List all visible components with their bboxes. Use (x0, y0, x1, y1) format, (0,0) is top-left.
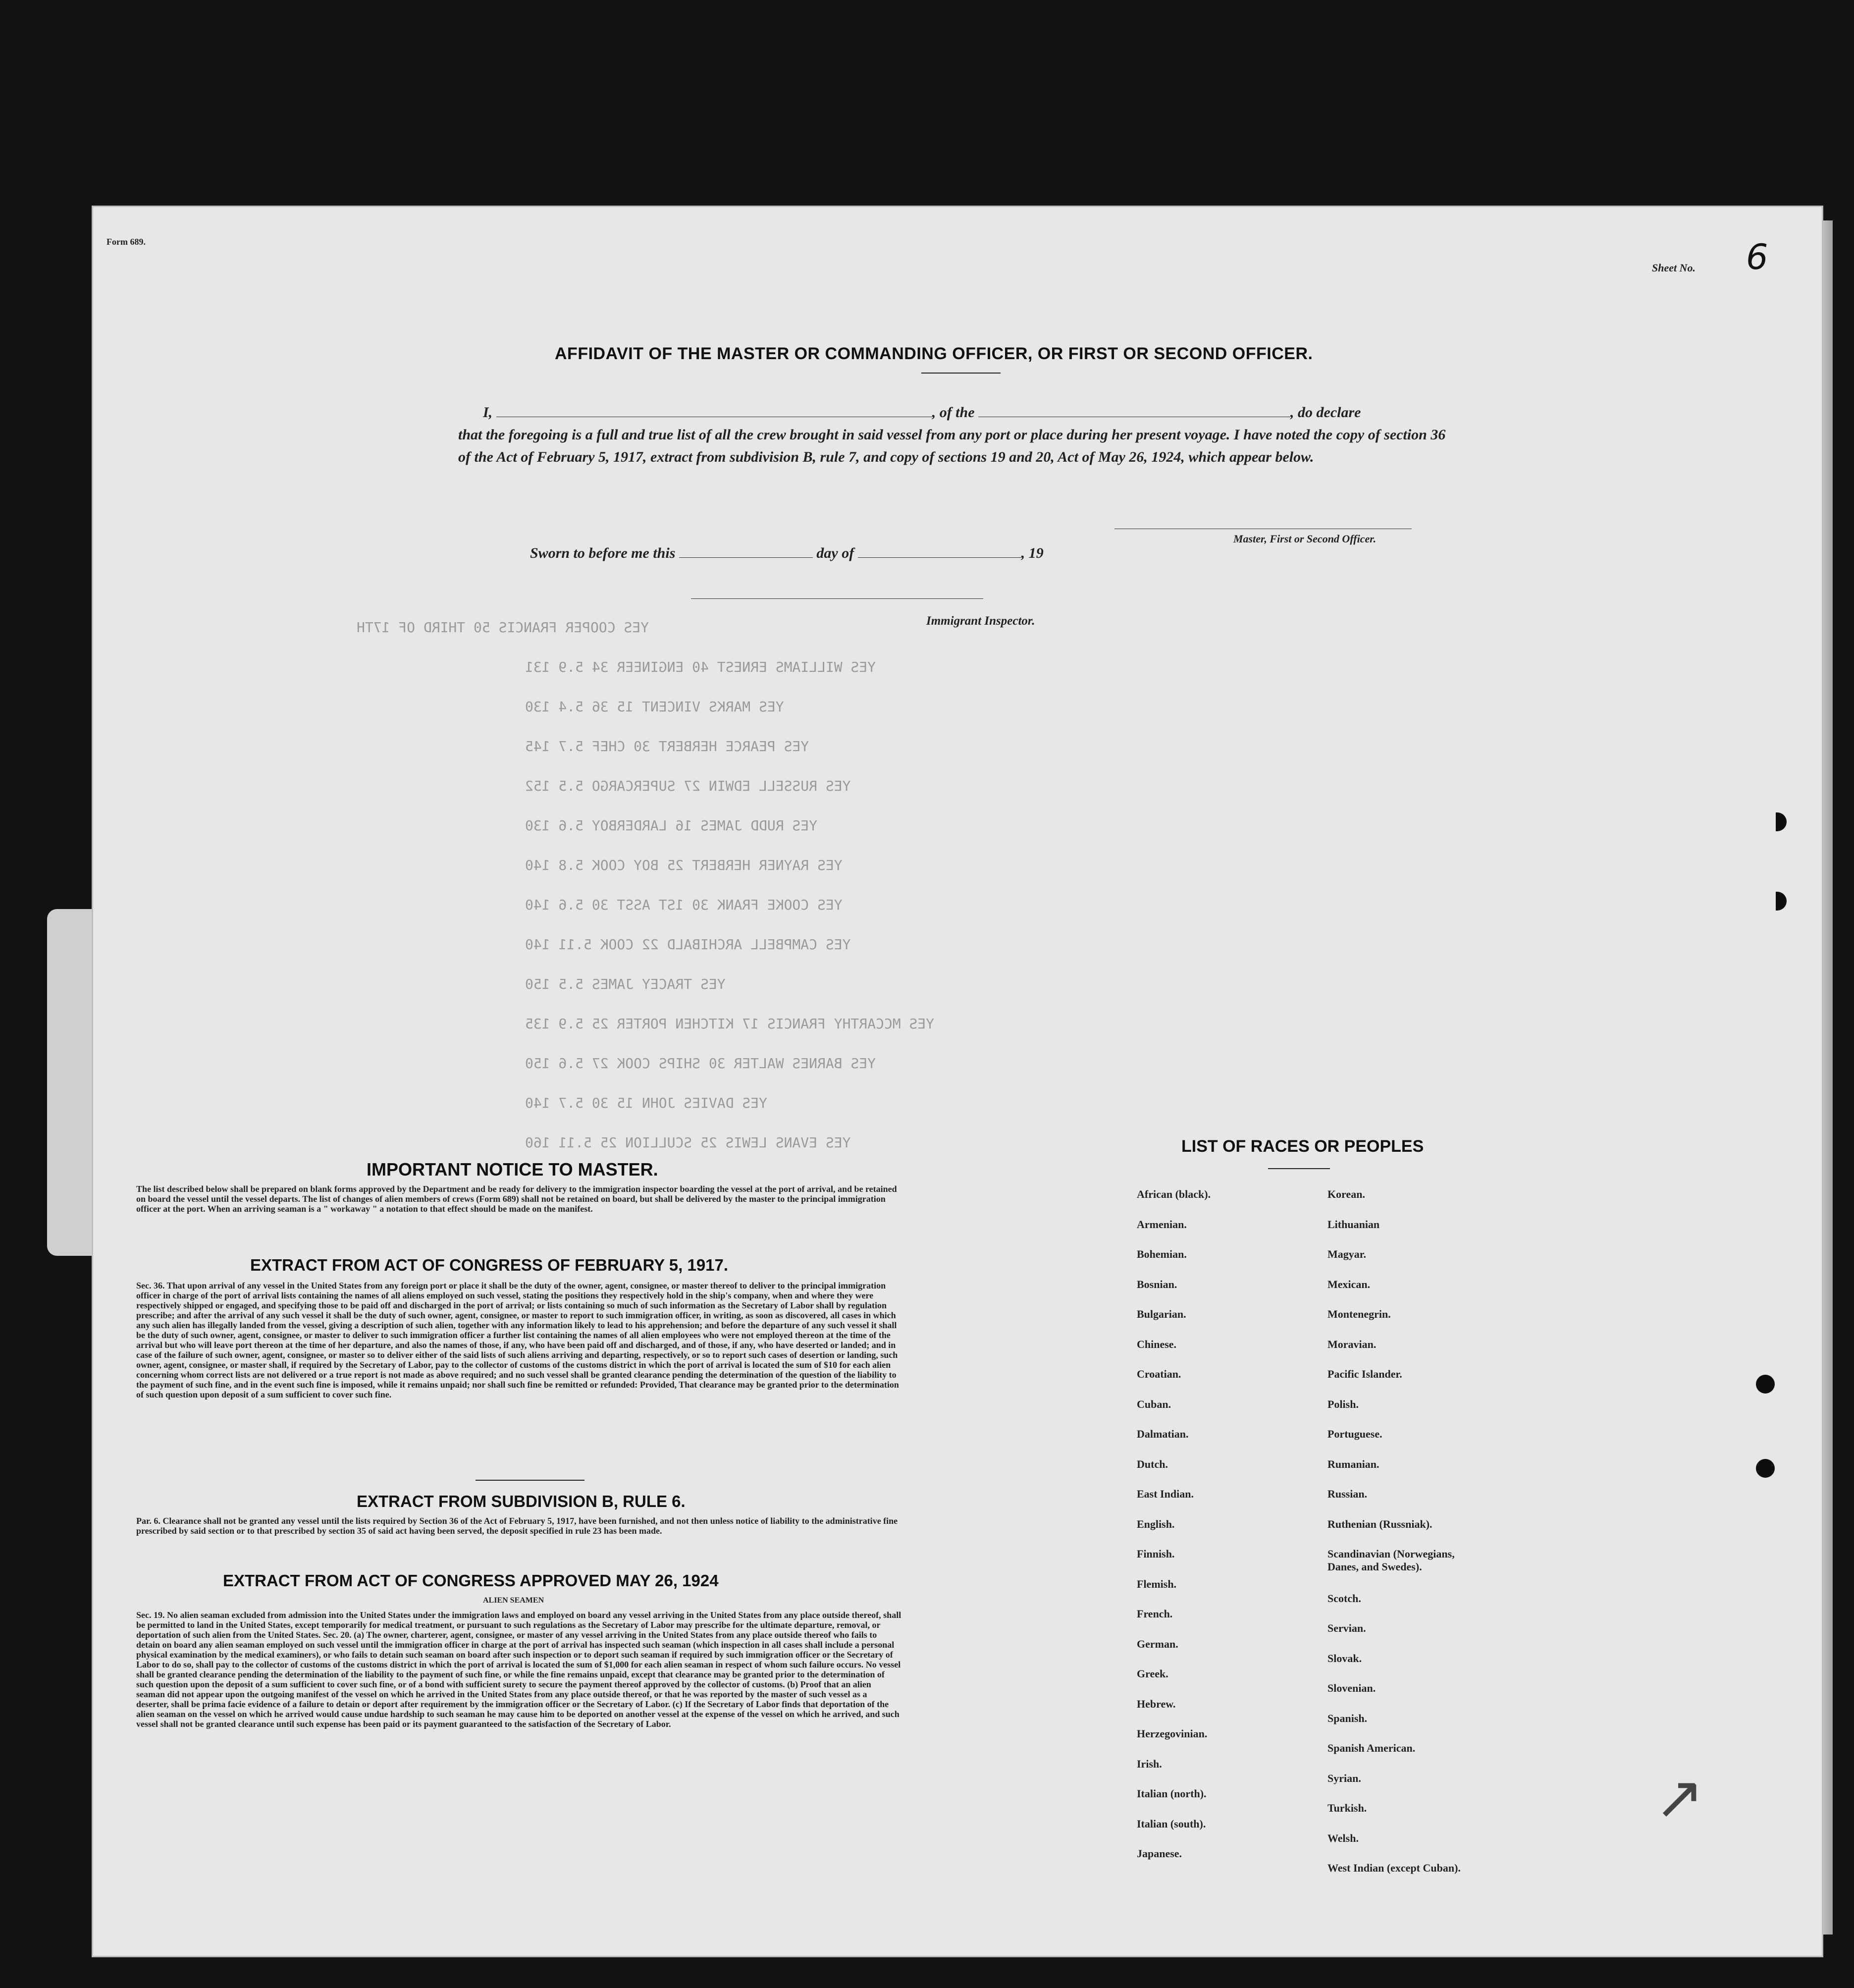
races-right-column (1327, 1188, 1476, 1892)
race-item: Dalmatian. (1137, 1428, 1189, 1440)
race-item: West Indian (except Cuban). (1327, 1862, 1461, 1874)
month-blank[interactable] (858, 545, 1021, 558)
races-divider (1268, 1168, 1330, 1169)
affidavit-paragraph: that the foregoing is a full and true list of all the crew brought in said vessel from any port or place during her present voyage. I have noted the copy of section 36 of the Act of February 5, 1917, extract from subdivision B, rule 7, and copy of sections 19 and 20, Act of May 26, 1924, which appear below. (458, 427, 1446, 465)
race-item: African (black). (1137, 1188, 1211, 1200)
race-item: Mexican. (1327, 1278, 1371, 1290)
sheet-label: Sheet No. (1652, 262, 1695, 274)
binding-hole (1756, 1375, 1775, 1394)
race-item: Spanish American. (1327, 1742, 1416, 1754)
year-prefix: , 19 (1021, 545, 1044, 561)
day-blank[interactable] (679, 545, 813, 558)
race-item: Magyar. (1327, 1248, 1367, 1260)
race-item: Spanish. (1327, 1712, 1368, 1724)
inspector-signature-line[interactable] (691, 598, 983, 599)
race-item: Korean. (1327, 1188, 1365, 1200)
notice-title: IMPORTANT NOTICE TO MASTER. (367, 1159, 658, 1180)
race-item: Finnish. (1137, 1548, 1175, 1560)
bleedthrough-row: YES RUSSELL EDWIN 27 SUPERCARGO 5.5 152 (525, 778, 851, 794)
race-item: German. (1137, 1637, 1178, 1650)
races-title: LIST OF RACES OR PEOPLES (1181, 1137, 1424, 1156)
race-item: Slovak. (1327, 1652, 1362, 1665)
declare-label: , do declare (1290, 404, 1361, 421)
race-item: Russian. (1327, 1488, 1368, 1500)
extract-rule6-title: EXTRACT FROM SUBDIVISION B, RULE 6. (357, 1492, 686, 1510)
bleedthrough-row: YES TRACEY JAMES 5.5 150 (525, 976, 726, 992)
bleedthrough-row: YES RUDD JAMES 16 LARDERBOY 5.6 130 (525, 817, 818, 834)
bleedthrough-row: YES EVANS LEWIS 25 SCULLION 25 5.11 160 (525, 1134, 851, 1151)
affidavit-body (458, 401, 1454, 468)
race-item: Moravian. (1327, 1338, 1377, 1350)
race-item: Flemish. (1137, 1577, 1177, 1590)
day-of-label: day of (816, 545, 854, 561)
title-divider (921, 373, 1001, 374)
race-item: Ruthenian (Russniak). (1327, 1517, 1432, 1530)
race-item: Cuban. (1137, 1397, 1171, 1410)
race-item: Armenian. (1137, 1218, 1187, 1231)
bleedthrough-row: YES BARNES WALTER 30 SHIPS COOK 27 5.6 150 (525, 1055, 876, 1072)
affidavit-title: AFFIDAVIT OF THE MASTER OR COMMANDING OFFICER, OR FIRST OR SECOND OFFICER. (555, 344, 1313, 363)
bleedthrough-row: YES COOPER FRANCIS 50 THIRD OF 17TH (357, 619, 649, 636)
race-item: Bulgarian. (1137, 1308, 1186, 1320)
handwritten-mark: ↗ (1654, 1764, 1704, 1832)
race-item: French. (1137, 1608, 1173, 1620)
race-item: Scotch. (1327, 1592, 1361, 1605)
bleedthrough-row: YES MARKS VINCENT 15 36 5.4 130 (525, 698, 784, 715)
race-item: Croatian. (1137, 1368, 1181, 1380)
bleedthrough-row: YES CAMPBELL ARCHIBALD 22 COOK 5.11 140 (525, 936, 851, 953)
race-item: Lithuanian (1327, 1218, 1380, 1231)
race-item: Servian. (1327, 1622, 1366, 1634)
race-item: Rumanian. (1327, 1457, 1379, 1470)
bleedthrough-row: YES RAYNER HERBERT 25 BOY COOK 5.8 140 (525, 857, 843, 873)
race-item: Herzegovinian. (1137, 1727, 1208, 1740)
affidavit-line-1 (483, 401, 1454, 424)
extract-1924-title: EXTRACT FROM ACT OF CONGRESS APPROVED MAY 26, 1924 (223, 1571, 719, 1590)
race-item: Chinese. (1137, 1338, 1177, 1350)
extract-1917-title: EXTRACT FROM ACT OF CONGRESS OF FEBRUARY 5, 1917. (250, 1256, 729, 1274)
race-item: Bosnian. (1137, 1278, 1177, 1290)
race-item: Montenegrin. (1327, 1308, 1391, 1320)
race-item: Japanese. (1137, 1847, 1182, 1860)
extract-1917-text: Sec. 36. That upon arrival of any vessel in the United States from any foreign port or place it shall be the duty of the owner, agent, consignee, or master thereof to deliver to the principal immigration officer in charge of the port of arrival lists containing the names of all aliens employed on such vessel, stating the positions they respectively hold in the ship's company, when and where they were respectively shipped or engaged, and specifying those to be paid off and discharged in the port of arrival; or lists containing so much of such information as the Secretary of Labor shall by regulation prescribe; and after the arrival of any such vessel it shall be the duty of such owner, agent, consignee, or master to report to such immigration officer, in writing, as soon as discovered, all cases in which any such alien has illegally landed from the vessel, giving a description of such alien, together with any information likely to lead to his apprehension; and before the departure of any such vessel it shall be the duty of such owner, agent, consignee, or master to deliver to such immigration officer a further list containing the names of all alien employees who were not employed thereon at the time of the arrival but who will leave port thereon at the time of her departure, and also the names of those, if any, who have been paid off and discharged, and of those, if any, who have deserted or landed; and in case of the failure of such owner, agent, consignee, or master so to deliver either of the said lists of such aliens arriving and departing, respectively, or so to report such cases of desertion or landing, such owner, agent, consignee, or master shall, if required by the Secretary of Labor, pay to the collector of customs of the customs district in which the port of arrival is located the sum of $10 for each alien concerning whom correct lists are not delivered or a true report is not made as above required; and no such vessel shall be granted clearance pending the determination of the question of the liability to the payment of such fine, and in the event such fine is imposed, while it remains unpaid; nor shall such fine be remitted or refunded: Provided, That clearance may be granted prior to the determination of such question upon deposit of a sum sufficient to cover such fine. (136, 1281, 899, 1399)
name-blank[interactable] (496, 405, 932, 417)
sheet-number: 6 (1746, 237, 1768, 277)
race-item: English. (1137, 1517, 1175, 1530)
race-item: Bohemian. (1137, 1248, 1187, 1260)
race-item: Irish. (1137, 1757, 1162, 1770)
notice-text: The list described below shall be prepared on blank forms approved by the Department and be ready for delivery to the immigration inspector boarding the vessel at the port of arrival, and be retained on board the vessel until the vessel departs. The list of changes of alien members of crews (Form 689) shall not be retained on board, but shall be delivered by the master to the principal immigration officer at the port. When an arriving seaman is a " workaway " a notation to that effect should be made on the manifest. (136, 1184, 897, 1214)
sworn-line (530, 545, 1044, 562)
race-item: Scandinavian (Norwegians, Danes, and Swedes). (1327, 1548, 1455, 1573)
race-item: Pacific Islander. (1327, 1368, 1402, 1380)
section-divider (476, 1480, 584, 1481)
race-item: Greek. (1137, 1667, 1168, 1680)
race-item: Portuguese. (1327, 1428, 1382, 1440)
race-item: Slovenian. (1327, 1682, 1376, 1694)
extract-rule6-text: Par. 6. Clearance shall not be granted any vessel until the lists required by Section 36 of the Act of February 5, 1917, have been furnished, and not then unless notice of liability to the administrative fine prescribed by said section or to that prescribed by section 35 of said act having been served, the deposit specified in rule 23 has been made. (136, 1516, 898, 1536)
binding-hole (1756, 1459, 1775, 1478)
inspector-label: Immigrant Inspector. (926, 614, 1035, 628)
extract-1924-text: Sec. 19. No alien seaman excluded from admission into the United States under the immigration laws and employed on board any vessel arriving in the United States from any place outside thereof, shall be permitted to land in the United States, except temporarily for medical treatment, or pursuant to such regulations as the Secretary of Labor may prescribe for the ultimate departure, removal, or deportation of such alien from the United States. Sec. 20. (a) The owner, charterer, agent, consignee, or master of any vessel arriving in the United States from any place outside thereof who fails to detain on board any alien seaman employed on such vessel until the immigration officer in charge at the port of arrival has inspected such seaman (which inspection in all cases shall include a personal physical examination by the medical examiners), or who fails to detain such seaman on board after such inspection or to deport such seaman if required by such immigration officer or the Secretary of Labor to do so, shall pay to the collector of customs of the customs district in which the port of arrival is located the sum of $1,000 for each alien seaman in respect of whom such failure occurs. No vessel shall be granted clearance pending the determination of the liability to the payment of such fine, or while the fine remains unpaid, except that clearance may be granted prior to the determination of such question upon the deposit of a sum sufficient to cover such fine, or of a bond with sufficient surety to secure the payment thereof approved by the collector of customs. (b) Proof that an alien seaman did not appear upon the outgoing manifest of the vessel on which he arrived in the United States from any place outside thereof, or that he was reported by the master of such vessel as a deserter, shall be prima facie evidence of a failure to detain or deport after requirement by the immigration officer or the Secretary of Labor. (c) If the Secretary of Labor finds that deportation of the alien seaman on the vessel on which he arrived would cause undue hardship to such seaman he may cause him to be deported on another vessel at the expense of the vessel on which he arrived, and such vessel shall not be granted clearance until such expense has been paid or its payment guaranteed to the satisfaction of the Secretary of Labor. (136, 1610, 901, 1729)
sworn-text: Sworn to before me this (530, 545, 676, 561)
bleedthrough-row: YES PEARCE HERBERT 30 CHEF 5.7 145 (525, 738, 809, 754)
bleedthrough-row: YES WILLIAMS ERNEST 40 ENGINEER 34 5.9 131 (525, 659, 876, 675)
bleedthrough-row: YES MCCARTHY FRANCIS 17 KITCHEN PORTER 25 5.9 135 (525, 1016, 935, 1032)
of-the-label: , of the (932, 404, 975, 421)
signature-label: Master, First or Second Officer. (1233, 533, 1377, 545)
vessel-blank[interactable] (978, 405, 1290, 417)
race-item: Hebrew. (1137, 1697, 1176, 1710)
race-item: Dutch. (1137, 1457, 1168, 1470)
affidavit-i: I, (483, 404, 493, 421)
race-item: East Indian. (1137, 1488, 1194, 1500)
race-item: Italian (south). (1137, 1817, 1206, 1830)
races-left-column (1137, 1188, 1211, 1878)
race-item: Turkish. (1327, 1802, 1367, 1814)
race-item: Syrian. (1327, 1772, 1361, 1784)
page-tab (47, 909, 92, 1256)
bleedthrough-row: YES DAVIES JOHN 15 30 5.7 140 (525, 1095, 767, 1111)
bleedthrough-row: YES COOKE FRANK 30 1ST ASST 30 5.6 140 (525, 897, 843, 913)
alien-seamen-subtitle: ALIEN SEAMEN (483, 1596, 544, 1605)
race-item: Polish. (1327, 1397, 1359, 1410)
race-item: Welsh. (1327, 1831, 1359, 1844)
form-number: Form 689. (106, 237, 146, 247)
race-item: Italian (north). (1137, 1787, 1207, 1800)
